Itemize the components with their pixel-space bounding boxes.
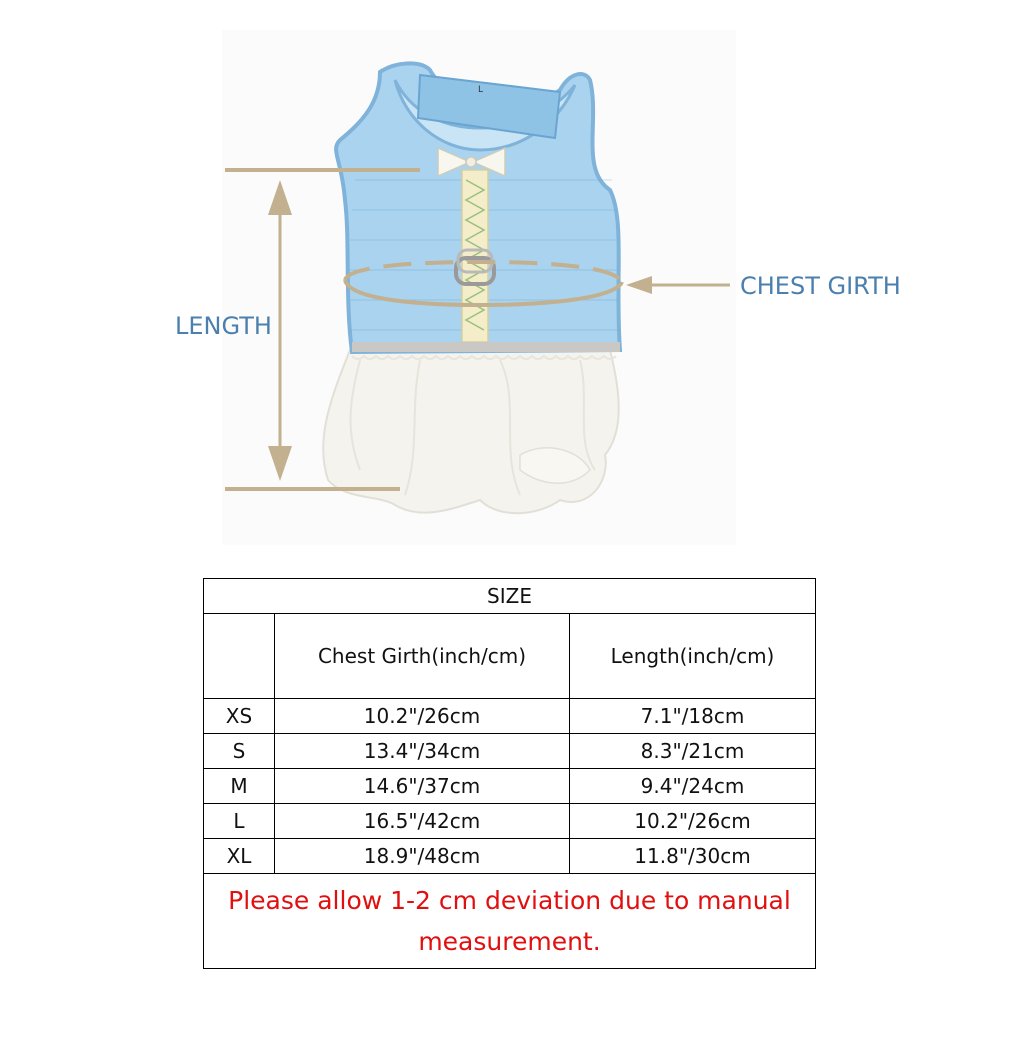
measurement-note: Please allow 1-2 cm deviation due to manual measurement.	[204, 874, 816, 969]
header-chest-girth: Chest Girth(inch/cm)	[275, 614, 570, 699]
chest-cell: 18.9"/48cm	[275, 839, 570, 874]
size-cell: S	[204, 734, 275, 769]
table-title-row	[204, 579, 816, 614]
length-cell: 10.2"/26cm	[570, 804, 816, 839]
size-cell: XS	[204, 699, 275, 734]
size-cell: L	[204, 804, 275, 839]
size-cell: M	[204, 769, 275, 804]
table-title: SIZE	[204, 579, 816, 614]
length-cell: 8.3"/21cm	[570, 734, 816, 769]
header-size	[204, 614, 275, 699]
length-cell: 9.4"/24cm	[570, 769, 816, 804]
length-cell: 11.8"/30cm	[570, 839, 816, 874]
table-header-row	[204, 614, 816, 699]
length-label: LENGTH	[175, 312, 272, 340]
harness-body	[336, 63, 620, 359]
chest-cell: 16.5"/42cm	[275, 804, 570, 839]
size-tag-letter: L	[478, 85, 484, 95]
table-note-row	[204, 874, 816, 969]
table-row	[204, 769, 816, 804]
table-row	[204, 734, 816, 769]
table-row	[204, 699, 816, 734]
size-cell: XL	[204, 839, 275, 874]
size-table	[203, 578, 816, 969]
chest-cell: 10.2"/26cm	[275, 699, 570, 734]
table-row	[204, 804, 816, 839]
table-row	[204, 839, 816, 874]
chest-cell: 14.6"/37cm	[275, 769, 570, 804]
chest-cell: 13.4"/34cm	[275, 734, 570, 769]
length-cell: 7.1"/18cm	[570, 699, 816, 734]
header-length: Length(inch/cm)	[570, 614, 816, 699]
chest-girth-label: CHEST GIRTH	[740, 272, 901, 300]
